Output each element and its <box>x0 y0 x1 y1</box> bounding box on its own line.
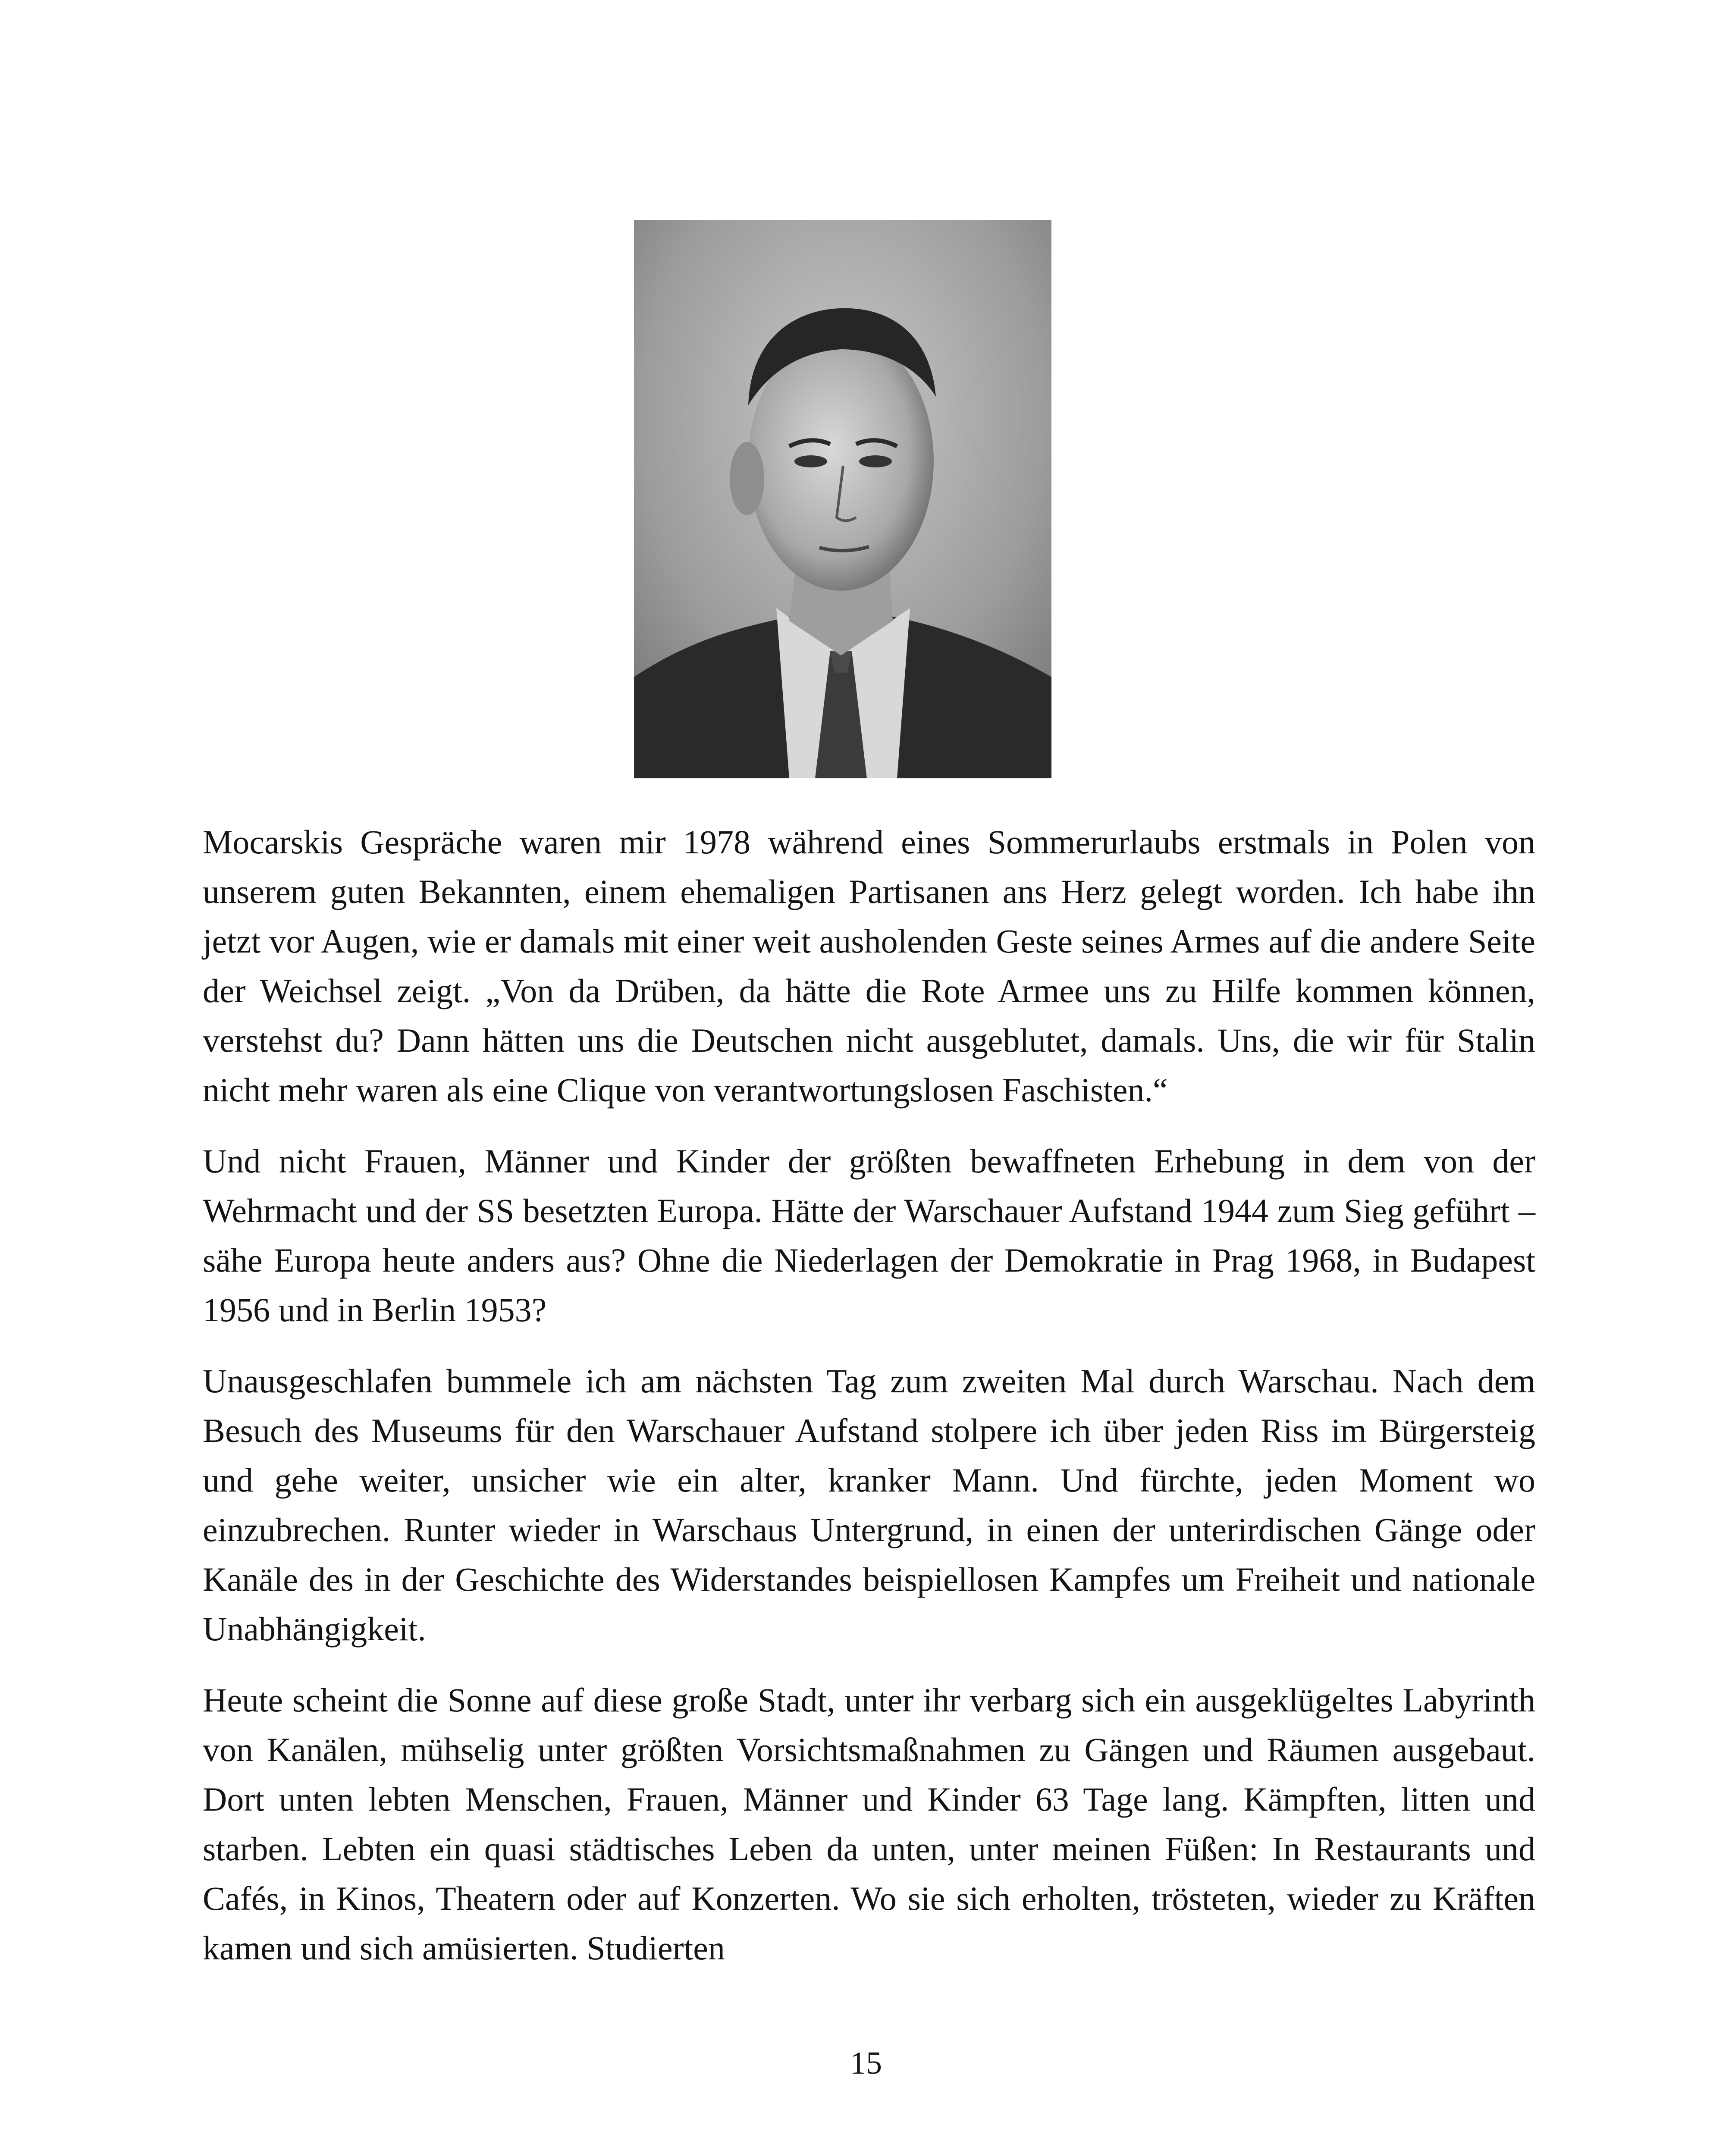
paragraph: Mocarskis Gespräche waren mir 1978 während eines Sommerurlaubs erstmals in Polen von unserem guten Bekannten, einem ehemaligen Partisanen ans Herz gelegt worden. Ich habe ihn jetzt vor Augen, wie er damals mit einer weit ausholenden Geste seines Armes auf die andere Seite der Weichsel zeigt. „Von da Drüben, da hätte die Rote Armee uns zu Hilfe kommen können, verstehst du? Dann hätten uns die Deutschen nicht ausgeblutet, damals. Uns, die wir für Stalin nicht mehr waren als eine Clique von verantwortungslosen Faschisten.“ <box>203 823 1535 1109</box>
paragraph: Und nicht Frauen, Männer und Kinder der größten bewaffneten Erhebung in dem von der Wehrmacht und der SS besetzten Europa. Hätte der Warschauer Aufstand 1944 zum Sieg geführt – sähe Europa heute anders aus? Ohne die Niederlagen der Demokratie in Prag 1968, in Budapest 1956 und in Berlin 1953? <box>203 1142 1535 1329</box>
body-text <box>203 817 1535 1994</box>
portrait-photo <box>634 220 1051 778</box>
paragraph: Heute scheint die Sonne auf diese große Stadt, unter ihr verbarg sich ein ausgeklügeltes Labyrinth von Kanälen, mühselig unter größten Vorsichtsmaßnahmen zu Gängen und Räumen ausgebaut. Dort unten lebten Menschen, Frauen, Männer und Kinder 63 Tage lang. Kämpften, litten und starben. Lebten ein quasi städtisches Leben da unten, unter meinen Füßen: In Restaurants und Cafés, in Kinos, Theatern oder auf Konzerten. Wo sie sich erholten, trösteten, wieder zu Kräften kamen und sich amüsierten. Studierten <box>203 1681 1535 1967</box>
page-number: 15 <box>850 2046 882 2081</box>
portrait-icon <box>634 220 1051 778</box>
paragraph: Unausgeschlafen bummele ich am nächsten Tag zum zweiten Mal durch Warschau. Nach dem Besuch des Museums für den Warschauer Aufstand stolpere ich über jeden Riss im Bürgersteig und gehe weiter, unsicher wie ein alter, kranker Mann. Und fürchte, jeden Moment wo einzubrechen. Runter wieder in Warschaus Untergrund, in einen der unterirdischen Gänge oder Kanäle des in der Geschichte des Widerstandes beispiellosen Kampfes um Freiheit und nationale Unabhängigkeit. <box>203 1362 1535 1648</box>
